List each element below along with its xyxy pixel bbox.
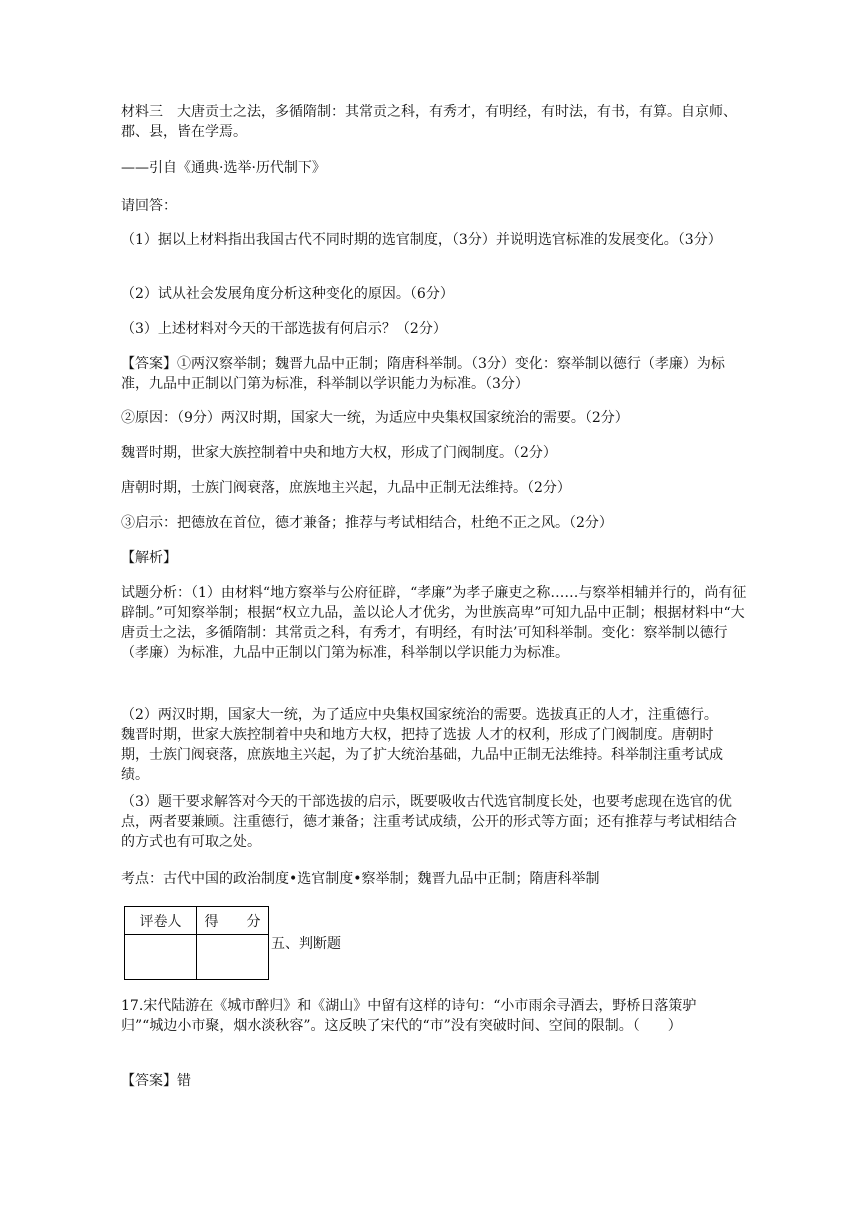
question-1: （1）据以上材料指出我国古代不同时期的选官制度，（3分）并说明选官标准的发展变化。（3分）	[121, 232, 722, 248]
answer-1: 【答案】①两汉察举制；魏晋九品中正制；隋唐科举制。（3分）变化：察举制以德行（孝廉）为标准，九品中正制以门第为标准，科举制以学识能力为标准。（3分）	[121, 356, 725, 392]
answer-4: 唐朝时期，士族门阀衰落，庶族地主兴起，九品中正制无法维持。（2分）	[121, 480, 571, 496]
question-17: 17.宋代陆游在《城市醉归》和《湖山》中留有这样的诗句：“小市雨余寻酒去，野桥日落策驴归”“城边小市聚，烟水淡秋容”。这反映了宋代的“市”没有突破时间、空间的限制。（ ）	[121, 998, 697, 1034]
analysis-1: 试题分析：（1）由材料“地方察举与公府征辟，“孝廉”为孝子廉吏之称……与察举相辅并行的，尚有征辟制。”可知察举制；根据“权立九品，盖以论人才优劣，为世族高卑”可知九品中正制；根据材料中“大唐贡士之法，多循隋制：其常贡之科，有秀才，有明经，有时法’可知科举制。变化：察举制以德行（孝廉）为标准，九品中正制以门第为标准，科举制以学识能力为标准。	[121, 585, 747, 661]
material-3-text: 材料三 大唐贡士之法，多循隋制：其常贡之科，有秀才，有明经，有时法，有书，有算。自京师、郡、县，皆在学焉。	[121, 104, 737, 140]
answer-prompt: 请回答：	[121, 198, 177, 214]
question-3: （3）上述材料对今天的干部选拔有何启示？（2分）	[121, 321, 447, 337]
answer-2: ②原因：（9分）两汉时期，国家大一统，为适应中央集权国家统治的需要。（2分）	[121, 410, 629, 426]
answer-3: 魏晋时期，世家大族控制着中央和地方大权，形成了门阀制度。（2分）	[121, 445, 557, 461]
analysis-3: （3）题干要求解答对今天的干部选拔的启示，既要吸收古代选官制度长处，也要考虑现在选官的优点，两者要兼顾。注重德行，德才兼备；注重考试成绩，公开的形式等方面；还有推荐与考试相结合的方式也有可取之处。	[121, 794, 737, 850]
question-17-answer: 【答案】错	[121, 1073, 191, 1089]
material-3-source: ——引自《通典·选举·历代制下》	[121, 160, 326, 176]
question-2: （2）试从社会发展角度分析这种变化的原因。（6分）	[121, 286, 454, 302]
score-table	[124, 906, 269, 980]
grader-cell	[125, 935, 197, 980]
answer-5: ③启示：把德放在首位，德才兼备；推荐与考试相结合，杜绝不正之风。（2分）	[121, 515, 613, 531]
analysis-2: （2）两汉时期，国家大一统，为了适应中央集权国家统治的需要。选拔真正的人才，注重德行。魏晋时期，世家大族控制着中央和地方大权，把持了选拔 人才的权利，形成了门阀制度。唐朝时期，士族门阀衰落，庶族地主兴起，为了扩大统治基础，九品中正制无法维持。科举制注重考试成绩。	[121, 707, 723, 783]
analysis-header: 【解析】	[121, 550, 177, 566]
score-cell	[197, 935, 269, 980]
section-title: 五、判断题	[271, 936, 341, 952]
score-label: 得 分	[197, 907, 269, 935]
grader-label: 评卷人	[125, 907, 197, 935]
kaodian: 考点：古代中国的政治制度•选官制度•察举制；魏晋九品中正制；隋唐科举制	[121, 871, 600, 887]
